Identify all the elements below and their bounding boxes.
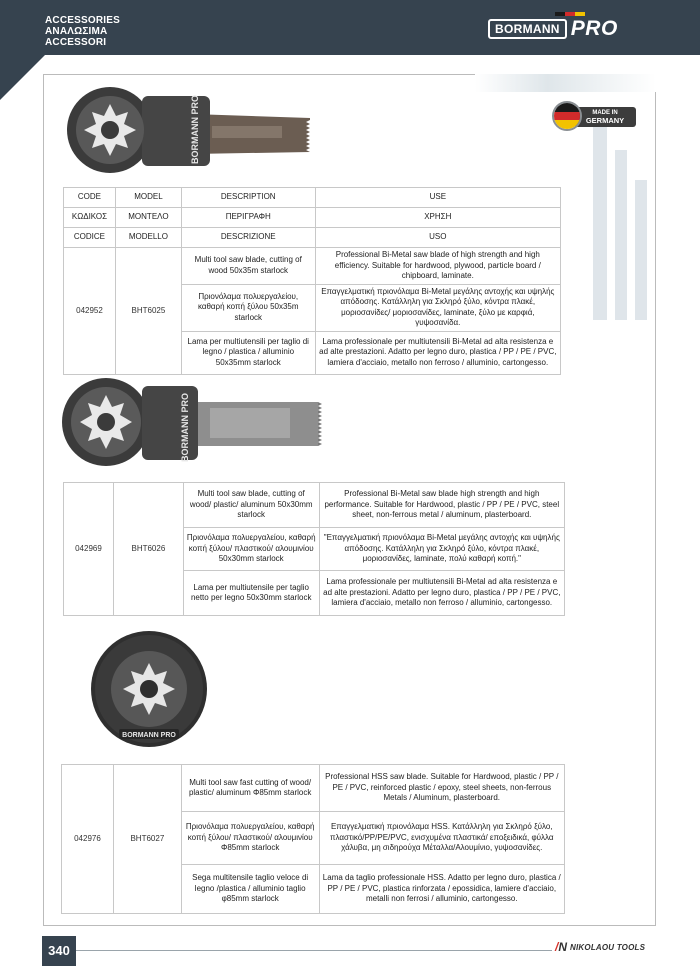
use-en: Professional HSS saw blade. Suitable for Hardwood, plastic / PP / PE / PVC, reinforced plastic / epoxy, steel sheets, non-ferrous Metals / Aluminum, plasterboard. (319, 765, 564, 812)
hdr-description-gr: ΠΕΡΙΓΡΑΦΗ (181, 208, 315, 228)
hdr-use-it: USO (315, 228, 560, 248)
footer-logo-text: NIKOLAOU TOOLS (570, 942, 646, 952)
hdr-code-gr: ΚΩΔΙΚΟΣ (64, 208, 116, 228)
description-en: Multi tool saw blade, cutting of wood/ plastic/ aluminum 50x30mm starlock (183, 483, 319, 528)
badge-line1: MADE IN (592, 110, 618, 116)
hdr-use-en: USE (315, 188, 560, 208)
hdr-model-gr: ΜΟΝΤΕΛΟ (115, 208, 181, 228)
badge-label (574, 107, 636, 127)
spec-table-bht6027 (61, 764, 565, 914)
brand-suffix: PRO (570, 17, 618, 40)
blade-label-2: BORMANN PRO (180, 393, 190, 462)
product-code: 042969 (64, 483, 114, 616)
made-in-germany-badge (552, 101, 636, 131)
category-en: ACCESSORIES (45, 15, 120, 26)
product-model: BHT6025 (115, 248, 181, 375)
product-code: 042952 (64, 248, 116, 375)
description-it: Sega multitensile taglio veloce di legno /plastica / alluminio taglio φ85mm starlock (181, 865, 319, 914)
table-row (62, 765, 565, 812)
header-corner (0, 55, 45, 100)
hdr-code-it: CODICE (64, 228, 116, 248)
germany-flag-icon (552, 101, 582, 131)
brand-logo (488, 18, 618, 40)
hdr-model-en: MODEL (115, 188, 181, 208)
header-row-1 (64, 188, 561, 208)
table-row (64, 248, 561, 285)
hdr-code-en: CODE (64, 188, 116, 208)
use-gr: Επαγγελματική πριονόλαμα HSS. Κατάλληλη για Σκληρό ξύλο, πλαστικό/PP/PE/PVC, ενισχυμένα πλαστικά/ εποξειδικά, φύλλα χάλυβα, μη σιδηρούχα Μέταλλα/Αλουμίνιο, γυψοσανίδες. (319, 812, 564, 865)
use-gr: Επαγγελματική πριονόλαμα Bi-Metal μεγάλης αντοχής και υψηλής απόδοσης. Κατάλληλη για Σκληρό ξύλο, κόντρα πλακέ, μοριοσανίδες/ μοριοσανίδες, laminate, ξύλο με καρφιά, γυψοσανίδα. (315, 284, 560, 331)
category-it: ACCESSORI (45, 37, 107, 48)
product-model: BHT6026 (113, 483, 183, 616)
description-it: Lama per multiutensile per taglio netto per legno 50x30mm starlock (183, 571, 319, 616)
category-gr: ΑΝΑΛΩΣΙΜΑ (45, 26, 108, 37)
description-it: Lama per multiutensili per taglio di legno / plastica / alluminio 50x35mm starlock (181, 331, 315, 374)
use-it: Lama da taglio professionale HSS. Adatto per legno duro, plastica / PP / PE / PVC, plastica rinforzata / epossidica, lamiere d'acciaio, metalli non ferrosi / alluminio, cartongesso. (319, 865, 564, 914)
blade-image-bht6027 (84, 631, 214, 747)
product-model: BHT6027 (113, 765, 181, 914)
page-number: 340 (42, 936, 76, 966)
table-row (64, 483, 565, 528)
use-en: Professional Bi-Metal saw blade high strength and high performance. Suitable for Hardwood, plastic / PP / PE / PVC, steel sheet, non-ferrous metal / aluminum, plasterboard. (319, 483, 564, 528)
brand-name: BORMANN (488, 19, 567, 39)
spec-table-bht6025 (63, 187, 561, 375)
description-gr: Πριονόλαμα πολυεργαλείου, καθαρή κοπή ξύλου/ πλαστικού/ αλουμινίου 50x30mm starlock (183, 528, 319, 571)
footer-divider (76, 950, 552, 951)
pro-watermark (588, 120, 658, 320)
use-it: Lama professionale per multiutensili Bi-Metal ad alta resistenza e ad alte prestazioni. Adatto per legno duro, plastica / PP / PE / PVC, lamiera d'acciaio, metallo non ferroso / alluminio, cartongesso. (319, 571, 564, 616)
hdr-model-it: MODELLO (115, 228, 181, 248)
description-en: Multi tool saw fast cutting of wood/ plastic/ aluminum Φ85mm starlock (181, 765, 319, 812)
blade-label-3: BORMANN PRO (122, 732, 176, 739)
category-titles (45, 15, 120, 48)
use-gr: "Επαγγελματική πριονόλαμα Bi-Metal μεγάλης αντοχής και υψηλής απόδοσης. Κατάλληλη για Σκληρό ξύλο, κόντρα πλακέ, μοριοσανίδες, laminate, πολύ καθαρή κοπή." (319, 528, 564, 571)
header-row-2 (64, 208, 561, 228)
hdr-description-it: DESCRIZIONE (181, 228, 315, 248)
nikolaou-logo-icon: /N (555, 940, 568, 954)
description-en: Multi tool saw blade, cutting of wood 50x35m starlock (181, 248, 315, 285)
product-code: 042976 (62, 765, 114, 914)
hdr-description-en: DESCRIPTION (181, 188, 315, 208)
brand-stripes (555, 12, 585, 16)
side-band (475, 74, 656, 92)
footer-logo (555, 940, 645, 954)
blade-image-bht6025 (62, 84, 322, 176)
blade-label-1: BORMANN PRO (190, 95, 200, 164)
hdr-use-gr: ΧΡΗΣΗ (315, 208, 560, 228)
description-gr: Πριονόλαμα πολυεργαλείου, καθαρή κοπή ξύλου 50x35m starlock (181, 284, 315, 331)
spec-table-bht6026 (63, 482, 565, 616)
header-row-3 (64, 228, 561, 248)
use-en: Professional Bi-Metal saw blade of high strength and high efficiency. Suitable for hardwood, plywood, particle board / chipboard, laminate. (315, 248, 560, 285)
description-gr: Πριονόλαμα πολυεργαλείου, καθαρή κοπή ξύλου/ πλαστικού/ αλουμινίου Φ85mm starlock (181, 812, 319, 865)
use-it: Lama professionale per multiutensili Bi-Metal ad alta resistenza e ad alte prestazioni. Adatto per legno duro, plastica / PP / PE / PVC, lamiera d'acciaio, metallo non ferroso / alluminio, cartongesso. (315, 331, 560, 374)
blade-image-bht6026 (60, 376, 325, 470)
badge-line2: GERMANY (585, 116, 625, 125)
